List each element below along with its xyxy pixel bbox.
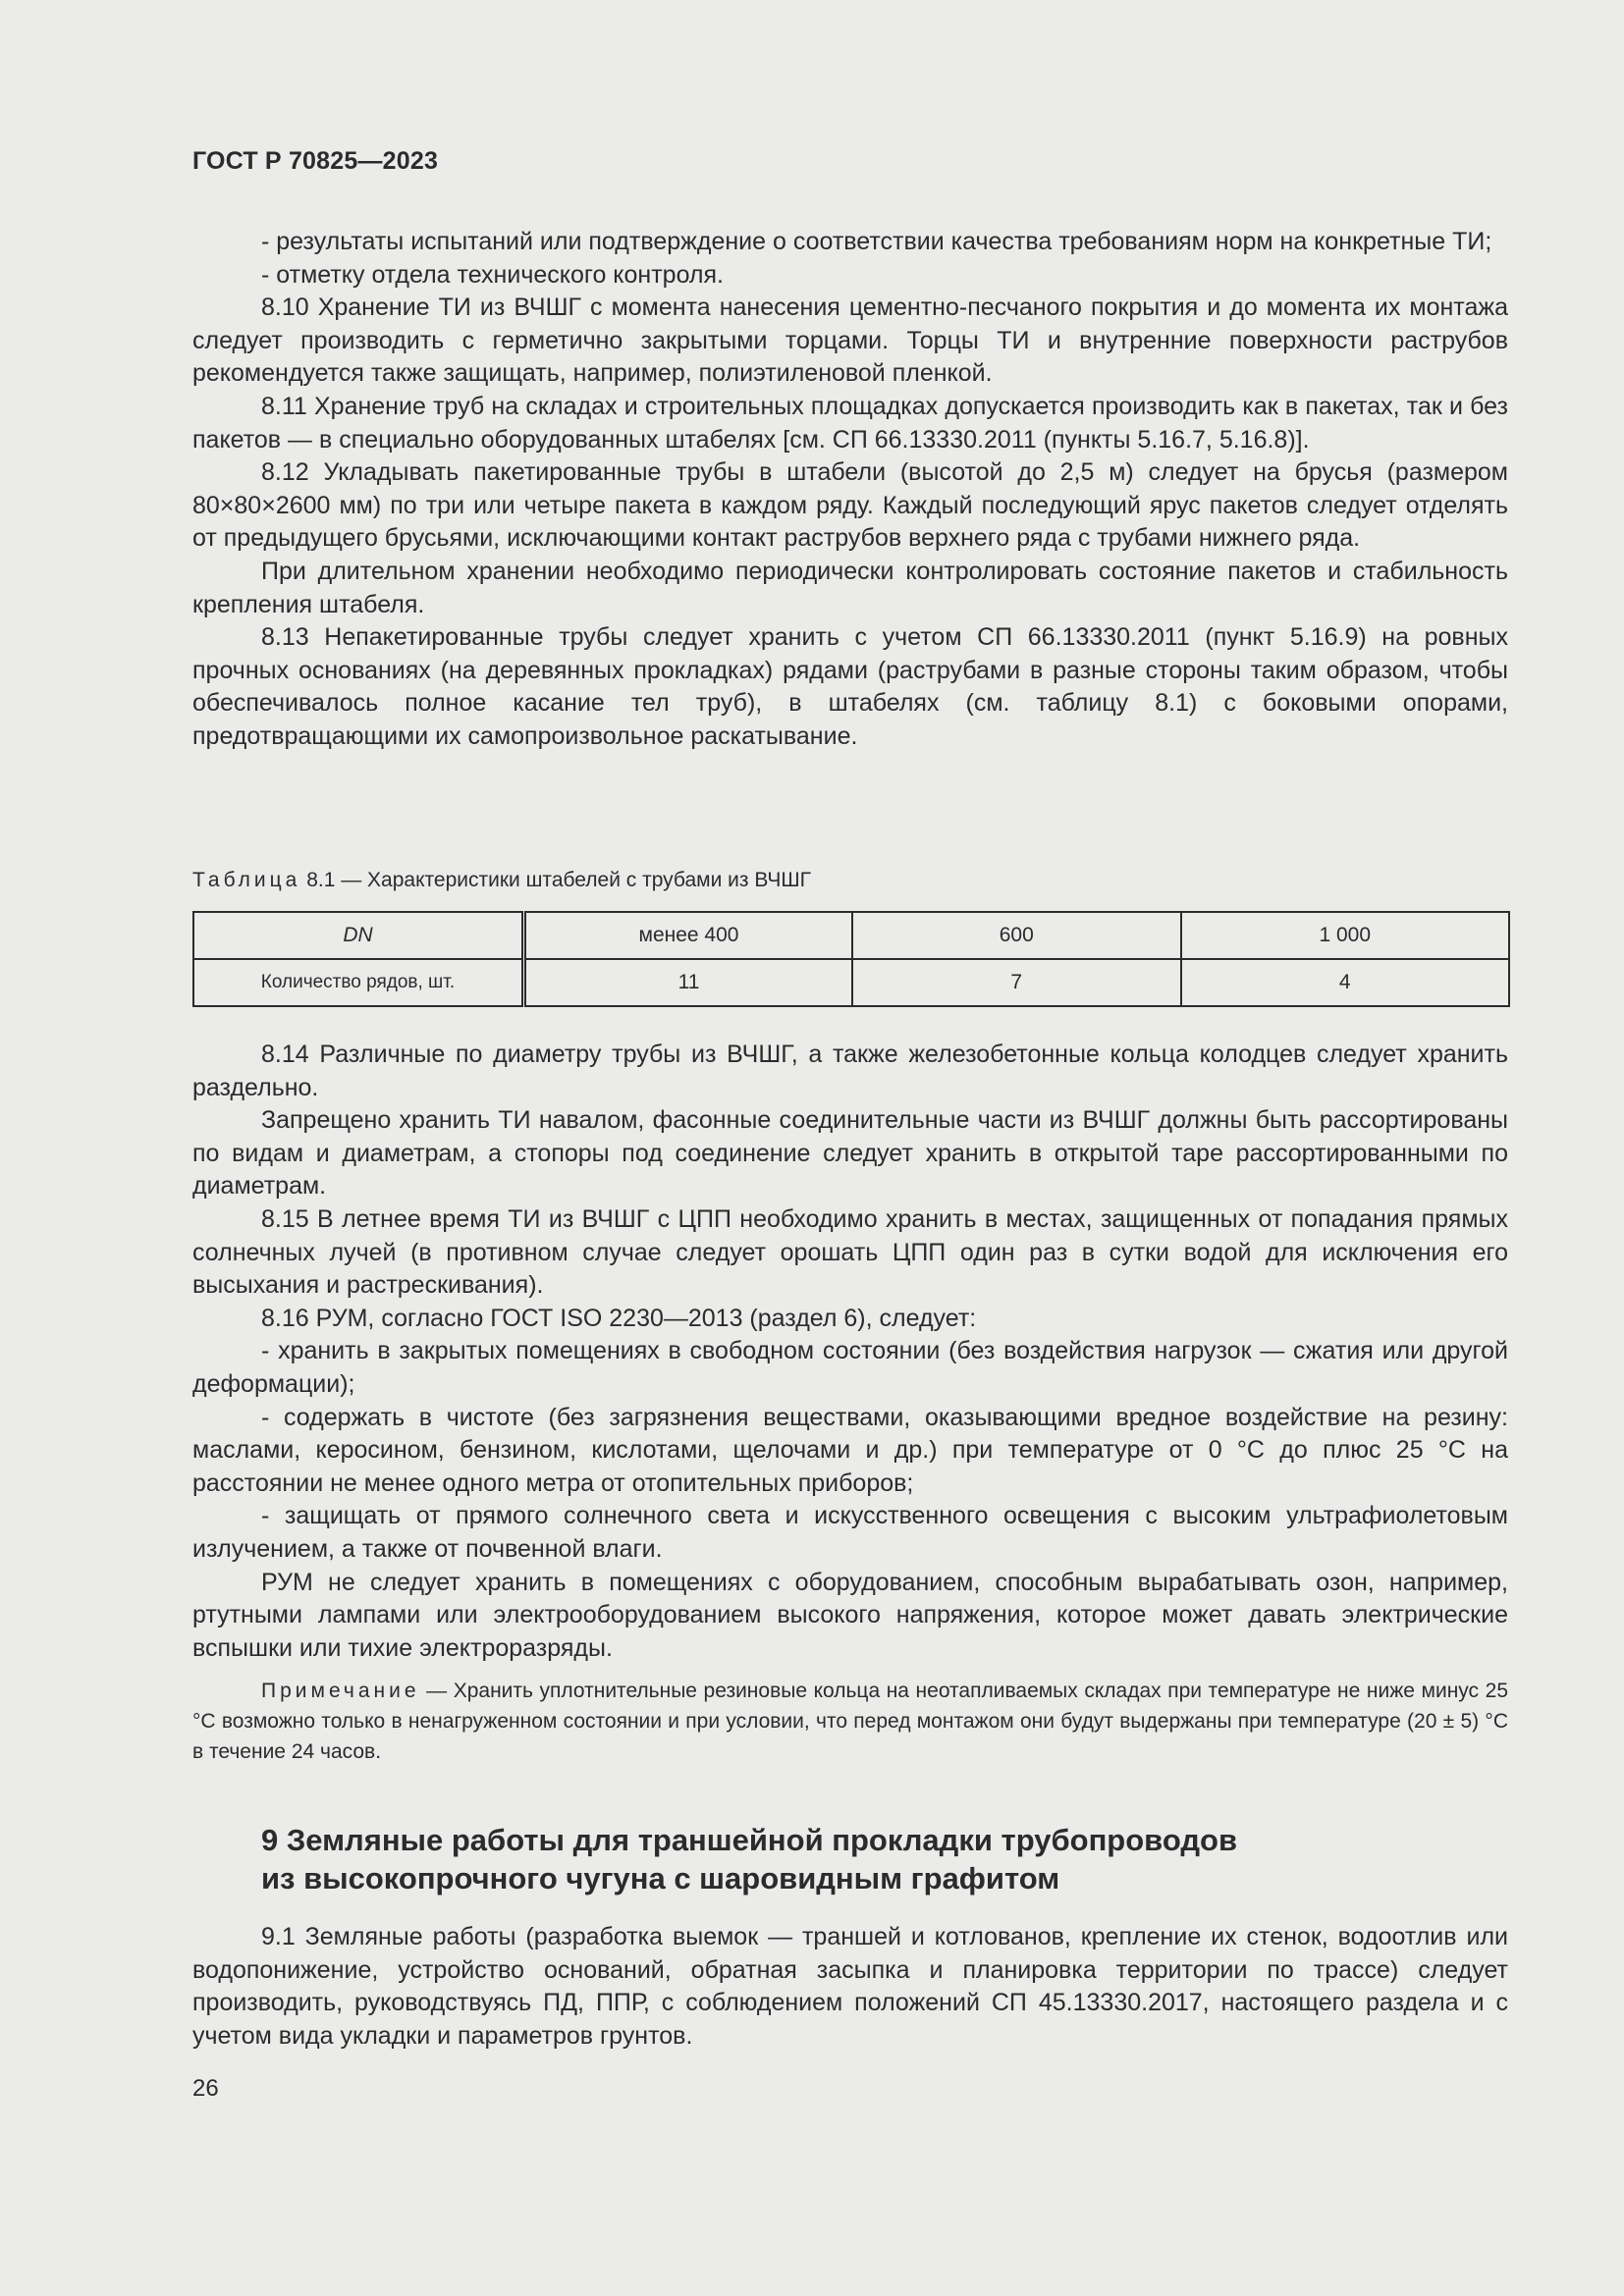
paragraph: 8.16 РУМ, согласно ГОСТ ISO 2230—2013 (раздел 6), следует: [261,1304,977,1332]
page-number: 26 [192,2075,219,2102]
paragraph: 8.12 Укладывать пакетированные трубы в штабели (высотой до 2,5 м) следует на брусья (размером 80×80×2600 мм) по три или четыре пакета в каждом ряду. Каждый последующий ярус пакетов следует отделять от предыдущего брусьями, исключающими контакт раструбов верхнего ряда с трубами нижнего ряда. [192,458,1508,553]
table-cell: 1 000 [1181,912,1510,959]
table-row [193,959,1509,1006]
note-block [192,1676,1508,1767]
paragraph: Запрещено хранить ТИ навалом, фасонные соединительные части из ВЧШГ должны быть рассортированы по видам и диаметрам, а стопоры под соединение следует хранить в открытой таре рассортированными по диаметрам. [192,1106,1508,1201]
body-section-9 [192,1921,1508,2053]
section-title-line: из высокопрочного чугуна с шаровидным графитом [261,1861,1060,1896]
paragraph: - отметку отдела технического контроля. [261,260,724,289]
table-caption [192,869,811,892]
paragraph: 8.10 Хранение ТИ из ВЧШГ с момента нанесения цементно-песчаного покрытия и до момента их монтажа следует производить с герметично закрытыми торцами. Торцы ТИ и внутренние поверхности раструбов рекомендуется также защищать, например, полиэтиленовой пленкой. [192,294,1508,388]
paragraph: 8.15 В летнее время ТИ из ВЧШГ с ЦПП необходимо хранить в местах, защищенных от попадания прямых солнечных лучей (в противном случае следует орошать ЦПП один раз в сутки водой для исключения его высыхания и растрескивания). [192,1204,1508,1300]
body-section-8-part1 [192,226,1508,754]
table-cell: Количество рядов, шт. [193,959,524,1006]
body-section-8-part2 [192,1039,1508,1665]
table-cell: 600 [852,912,1181,959]
table-cell: 11 [524,959,853,1006]
table-caption-text: 8.1 — Характеристики штабелей с трубами из ВЧШГ [306,869,812,891]
paragraph: 9.1 Земляные работы (разработка выемок — траншей и котлованов, крепление их стенок, водоотлив или водопонижение, устройство оснований, обратная засыпка и планировка территории по трассе) следует производить, руководствуясь ПД, ППР, с соблюдением положений СП 45.13330.2017, настоящего раздела и с учетом вида укладки и параметров грунтов. [192,1923,1508,2050]
paragraph: 8.14 Различные по диаметру трубы из ВЧШГ, а также железобетонные кольца колодцев следует хранить раздельно. [192,1041,1508,1101]
paragraph: РУМ не следует хранить в помещениях с оборудованием, способным вырабатывать озон, например, ртутными лампами или электрооборудованием высокого напряжения, которое может давать электрические вспышки или тихие электроразряды. [192,1568,1508,1662]
document-code-header: ГОСТ Р 70825—2023 [192,147,439,175]
stack-characteristics-table [192,911,1510,1007]
paragraph: - результаты испытаний или подтверждение о соответствии качества требованиям норм на конкретные ТИ; [261,228,1492,255]
table-caption-label: Таблица [192,869,301,891]
table-cell: 7 [852,959,1181,1006]
note-label: Примечание [261,1680,420,1702]
paragraph: 8.11 Хранение труб на складах и строительных площадках допускается производить как в пакетах, так и без пакетов — в специально оборудованных штабелях [см. СП 66.13330.2011 (пункты 5.16.7, 5.16.8)]. [192,392,1508,454]
paragraph: - хранить в закрытых помещениях в свободном состоянии (без воздействия нагрузок — сжатия или другой деформации); [192,1337,1508,1398]
section-title-line: 9 Земляные работы для траншейной прокладки трубопроводов [261,1823,1238,1857]
note-text: — Хранить уплотнительные резиновые кольца на неотапливаемых складах при температуре не ниже минус 25 °С возможно только в ненагруженном состоянии и при условии, что перед монтажом они будут выдержаны при температуре (20 ± 5) °С в течение 24 часов. [192,1680,1508,1763]
table-cell: менее 400 [524,912,853,959]
table-cell: 4 [1181,959,1510,1006]
paragraph: 8.13 Непакетированные трубы следует хранить с учетом СП 66.13330.2011 (пункт 5.16.9) на ровных прочных основаниях (на деревянных прокладках) рядами (раструбами в разные стороны таким образом, чтобы обеспечивалось полное касание тел труб), в штабелях (см. таблицу 8.1) с боковыми опорами, предотвращающими их самопроизвольное раскатывание. [192,623,1508,750]
paragraph: - содержать в чистоте (без загрязнения веществами, оказывающими вредное воздействие на резину: маслами, керосином, бензином, кислотами, щелочами и др.) при температуре от 0 °С до плюс 25 °С на расстоянии не менее одного метра от отопительных приборов; [192,1403,1508,1497]
table-row [193,912,1509,959]
paragraph: При длительном хранении необходимо периодически контролировать состояние пакетов и стабильность крепления штабеля. [192,557,1508,618]
section-9-title [261,1821,1439,1897]
paragraph: - защищать от прямого солнечного света и искусственного освещения с высоким ультрафиолетовым излучением, а также от почвенной влаги. [192,1502,1508,1563]
table-cell: DN [193,912,524,959]
